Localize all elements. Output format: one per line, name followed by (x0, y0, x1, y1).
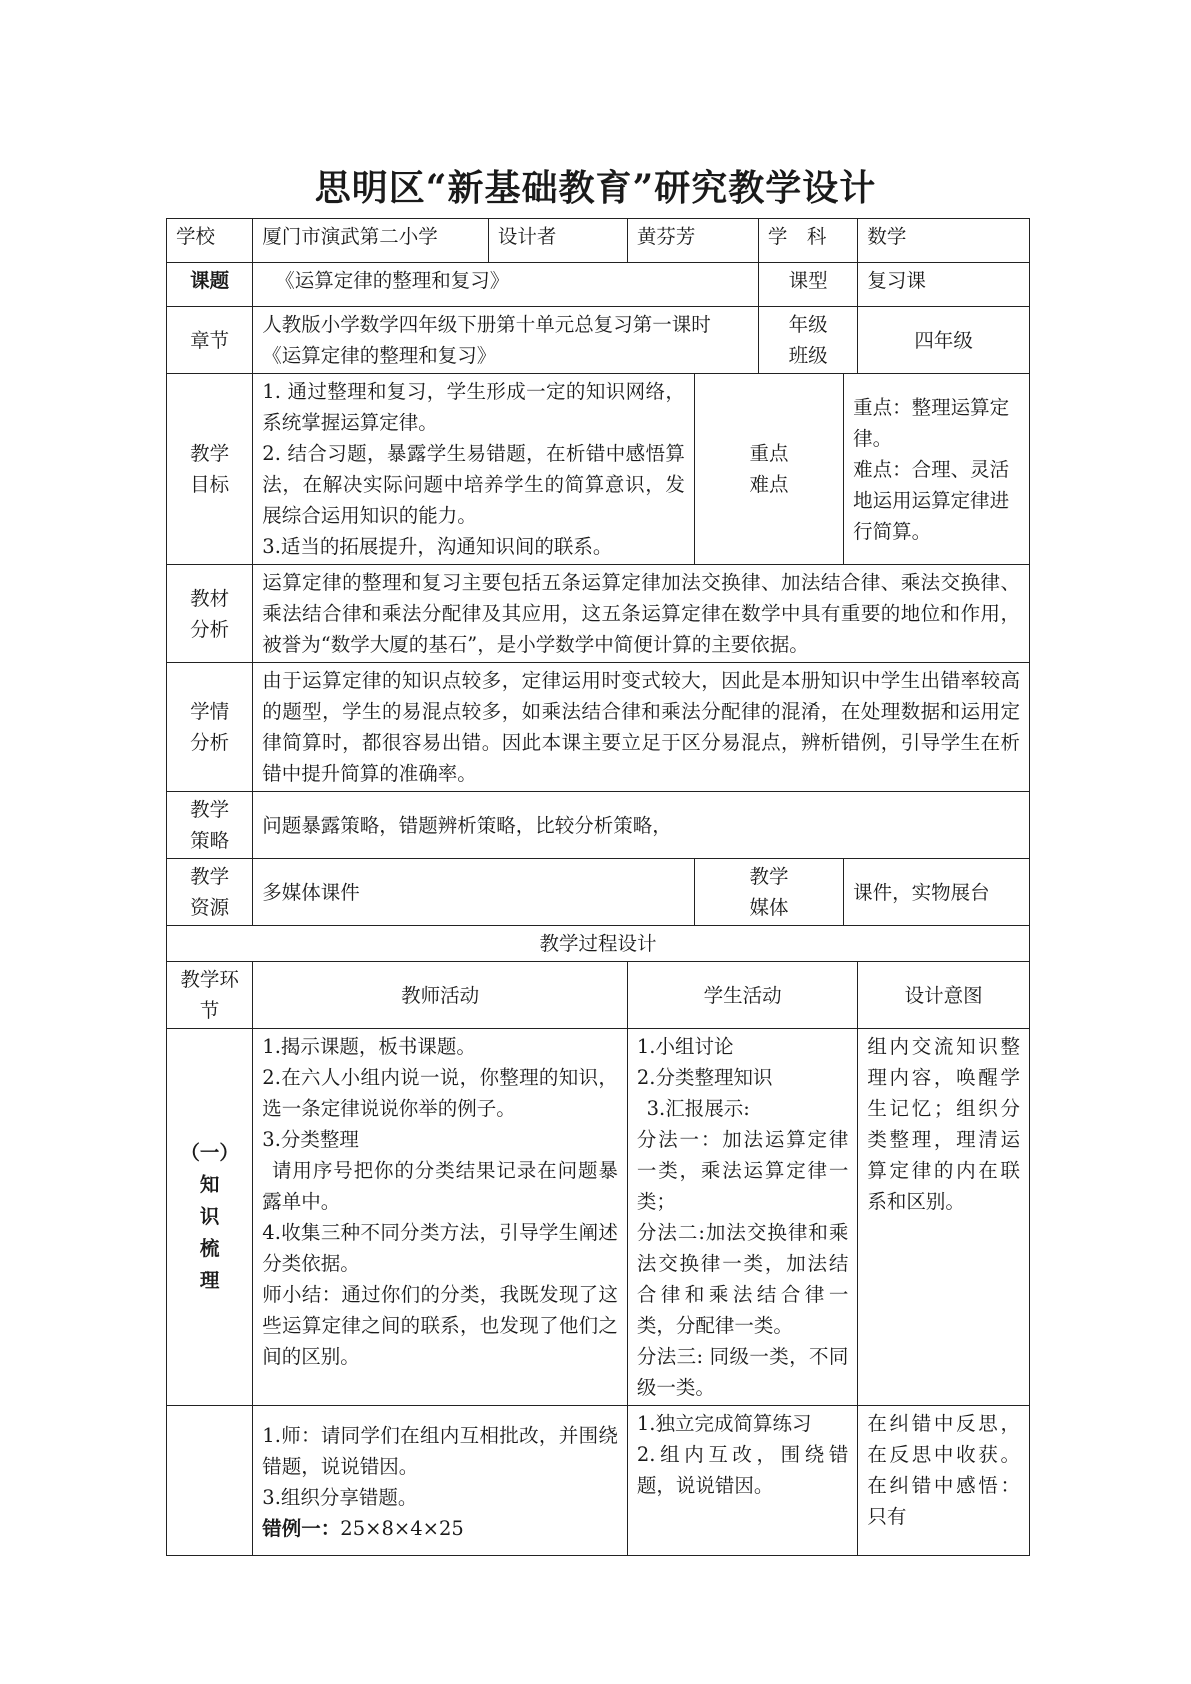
school-label: 学校 (167, 219, 253, 263)
stage1-teacher-activity: 1.揭示课题，板书课题。 2.在六人小组内说一说，你整理的知识，选一条定律说说你举的例子。 3.分类整理 请用序号把你的分类结果记录在问题暴露单中。 4.收集三种不同分类方法，引导学生阐述分类依据。 师小结：通过你们的分类，我既发现了这些运算定律之间的联系，也发现了他们之间的区别。 (253, 1029, 628, 1406)
lesson-plan-table (166, 218, 1030, 1556)
resources-row (167, 859, 1030, 926)
stage1-intent: 组内交流知识整理内容，唤醒学生记忆；组织分类整理，理清运算定律的内在联系和区别。 (858, 1029, 1030, 1406)
goal-item: 2. 结合习题，暴露学生易错题，在析错中感悟算法，在解决实际问题中培养学生的简算意识，发展综合运用知识的能力。 (262, 442, 685, 527)
strategy-row (167, 792, 1030, 859)
process-heading: 教学过程设计 (167, 926, 1030, 962)
topic-row (167, 263, 1030, 307)
col-student: 学生活动 (627, 962, 857, 1029)
school-value: 厦门市演武第二小学 (253, 219, 489, 263)
stage1-student-activity: 1.小组讨论 2.分类整理知识 3.汇报展示: 分法一：加法运算定律一类，乘法运算定律一类； 分法二:加法交换律和乘法交换律一类，加法结合律和乘法结合律一类，分配律一类。 分法三: 同级一类，不同级一类。 (627, 1029, 857, 1406)
resources-value: 多媒体课件 (253, 859, 695, 926)
stage1-row (167, 1029, 1030, 1406)
col-stage: 教学环节 (167, 962, 253, 1029)
key-point: 重点：整理运算定律。 (853, 395, 1010, 450)
goals-label: 教学 目标 (167, 374, 253, 565)
stage1-label: （一） 知 识 梳 理 (167, 1029, 253, 1406)
lesson-type-value: 复习课 (858, 263, 1030, 307)
chapter-value: 人教版小学数学四年级下册第十单元总复习第一课时《运算定律的整理和复习》 (253, 307, 759, 374)
stage2-teacher-activity: 1.师：请同学们在组内互相批改，并围绕错题，说说错因。 3.组织分享错题。 错例一：25×8×4×25 (253, 1406, 628, 1556)
stage2-label (167, 1406, 253, 1556)
chapter-label: 章节 (167, 307, 253, 374)
page-title: 思明区“新基础教育”研究教学设计 (314, 167, 877, 209)
material-row (167, 565, 1030, 663)
strategy-label: 教学 策略 (167, 792, 253, 859)
subject-value: 数学 (858, 219, 1030, 263)
lesson-type-label: 课型 (758, 263, 858, 307)
header-row (167, 219, 1030, 263)
stage2-row (167, 1406, 1030, 1556)
focus-content (844, 374, 1030, 565)
error-example-expression: 25×8×4×25 (340, 1517, 464, 1540)
subject-label: 学 科 (758, 219, 858, 263)
media-label: 教学 媒体 (694, 859, 843, 926)
students-label: 学情 分析 (167, 663, 253, 792)
focus-label: 重点 难点 (694, 374, 843, 565)
designer-value: 黄芬芳 (627, 219, 758, 263)
goals-row (167, 374, 1030, 565)
col-intent: 设计意图 (858, 962, 1030, 1029)
grade-value: 四年级 (858, 307, 1030, 374)
topic-value: 《运算定律的整理和复习》 (253, 263, 759, 307)
material-analysis: 运算定律的整理和复习主要包括五条运算定律加法交换律、加法结合律、乘法交换律、乘法结合律和乘法分配律及其应用，这五条运算定律在数学中具有重要的地位和作用，被誉为“数学大厦的基石”，是小学数学中简便计算的主要依据。 (253, 565, 1030, 663)
media-value: 课件，实物展台 (844, 859, 1030, 926)
process-columns-row (167, 962, 1030, 1029)
topic-label: 课题 (167, 263, 253, 307)
difficulty-point: 难点：合理、灵活地运用运算定律进行简算。 (853, 457, 1010, 543)
material-label: 教材 分析 (167, 565, 253, 663)
col-teacher: 教师活动 (253, 962, 628, 1029)
process-heading-row (167, 926, 1030, 962)
strategy-text: 问题暴露策略，错题辨析策略，比较分析策略， (253, 792, 1030, 859)
chapter-row (167, 307, 1030, 374)
students-row (167, 663, 1030, 792)
goal-item: 1. 通过整理和复习，学生形成一定的知识网络，系统掌握运算定律。 (262, 380, 685, 434)
error-example-label: 错例一： (262, 1517, 341, 1540)
designer-label: 设计者 (488, 219, 627, 263)
goal-item: 3.适当的拓展提升，沟通知识间的联系。 (262, 535, 613, 558)
resources-label: 教学 资源 (167, 859, 253, 926)
stage2-intent: 在纠错中反思，在反思中收获。在纠错中感悟：只有 (858, 1406, 1030, 1556)
goals-list (253, 374, 695, 565)
students-analysis: 由于运算定律的知识点较多，定律运用时变式较大，因此是本册知识中学生出错率较高的题型，学生的易混点较多，如乘法结合律和乘法分配律的混淆，在处理数据和运用定律简算时，都很容易出错。因此本课主要立足于区分易混点，辨析错例，引导学生在析错中提升简算的准确率。 (253, 663, 1030, 792)
grade-class-label: 年级 班级 (758, 307, 858, 374)
stage2-student-activity: 1.独立完成简算练习 2.组内互改，围绕错题，说说错因。 (627, 1406, 857, 1556)
